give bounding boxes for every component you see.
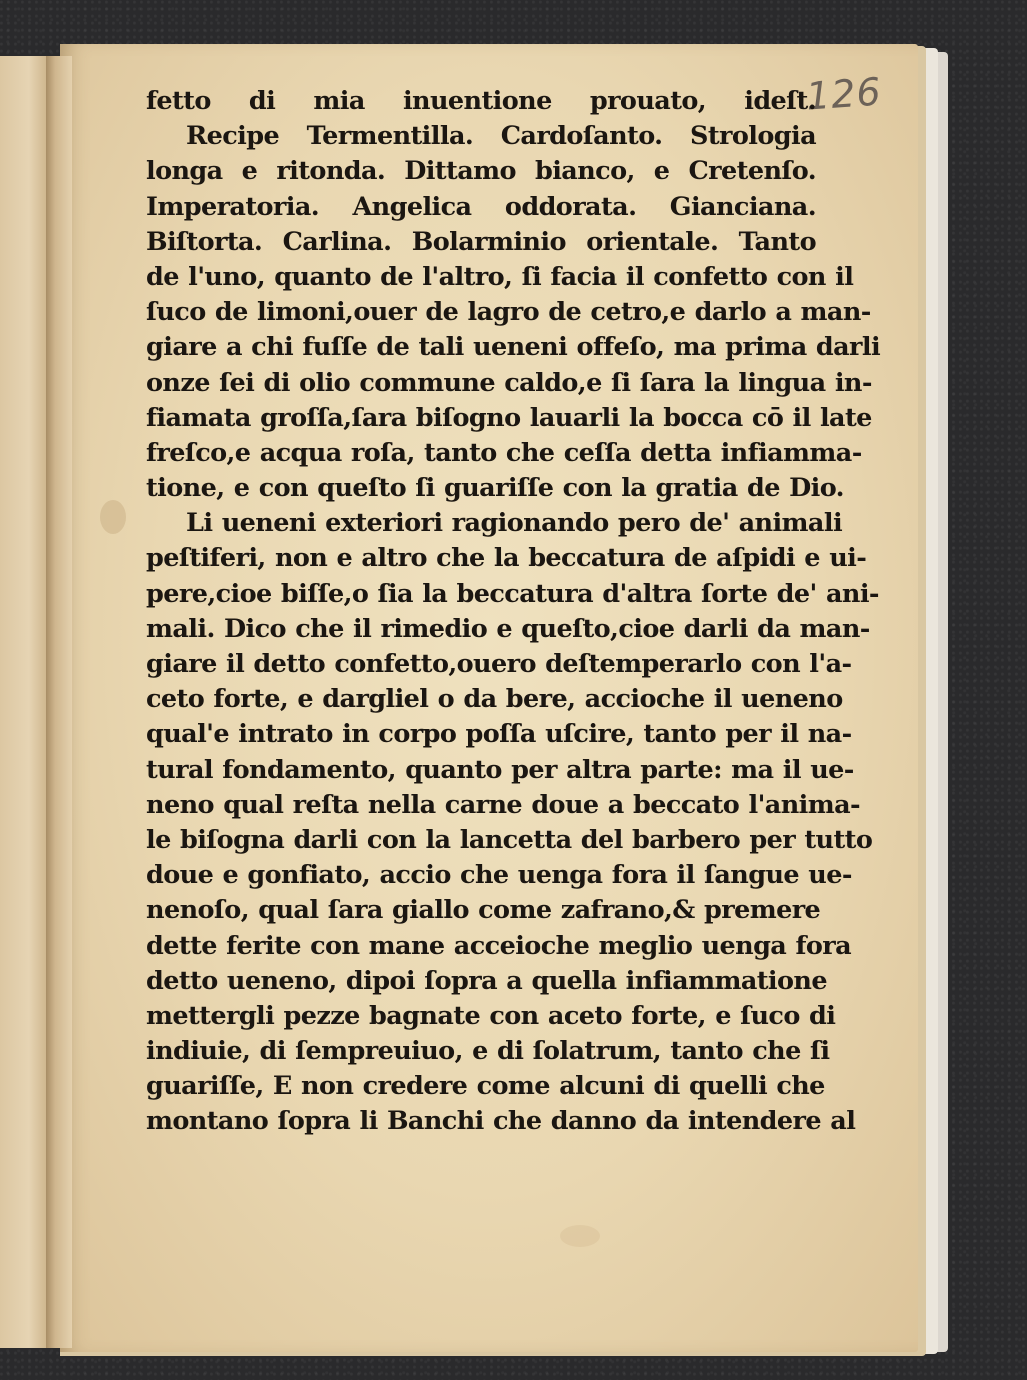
text-line: onze ſei di olio commune caldo,e ſi ſara la lingua in- [146, 367, 872, 398]
text-line: guariſſe, E non credere come alcuni di quelli che [146, 1071, 825, 1102]
text-line: ceto forte, e dargliel o da bere, accioche il ueneno [146, 684, 843, 715]
text-line: fiamata groſſa,ſara biſogno lauarli la bocca cō il late [146, 402, 872, 433]
text-line: Biſtorta. Carlina. Bolarminio orientale. Tanto [146, 226, 816, 257]
text-line: le biſogna darli con la lancetta del barbero per tutto [146, 824, 873, 855]
text-line: tione, e con queſto ſi guariſſe con la gratia de Dio. [146, 473, 844, 504]
text-line: tural fondamento, quanto per altra parte: ma il ue- [146, 754, 854, 785]
text-line: Li ueneni exteriori ragionando pero de' animali [186, 508, 843, 539]
text-line: pere,cioe biſſe,o ſia la beccatura d'altra ſorte de' ani- [146, 578, 879, 609]
text-line: giare a chi fuſſe de tali ueneni offeſo, ma prima darli [146, 332, 881, 363]
text-line: de l'uno, quanto de l'altro, ſi facia il confetto con il [146, 261, 854, 292]
text-line: nenoſo, qual ſara giallo come zafrano,& premere [146, 895, 821, 926]
text-line: qual'e intrato in corpo poſſa uſcire, tanto per il na- [146, 719, 852, 750]
text-line: doue e gonfiato, accio che uenga fora il ſangue ue- [146, 860, 852, 891]
text-line: longa e ritonda. Dittamo bianco, e Cretenſo. [146, 156, 816, 187]
text-line: fetto di mia inuentione prouato, ideſt. [146, 86, 816, 116]
text-line: neno qual reſta nella carne doue a beccato l'anima- [146, 789, 861, 820]
text-line: Imperatoria. Angelica oddorata. Gianciana. [146, 191, 816, 222]
paper-stain [100, 500, 126, 534]
text-line: peſtiferi, non e altro che la beccatura de aſpidi e ui- [146, 543, 867, 574]
text-line: ſuco de limoni,ouer de lagro de cetro,e darlo a man- [146, 297, 871, 328]
text-line: mettergli pezze bagnate con aceto forte, e ſuco di [146, 1000, 836, 1031]
text-line: freſco,e acqua roſa, tanto che ceſſa detta infiamma- [146, 437, 862, 468]
text-line: Recipe Termentilla. Cardoſanto. Strologia [186, 121, 816, 152]
text-line: montano ſopra li Banchi che danno da intendere al [146, 1106, 856, 1137]
page-number: 126 [804, 69, 883, 119]
left-facing-page [0, 56, 48, 1348]
text-line: dette ferite con mane acceioche meglio uenga fora [146, 930, 852, 961]
text-line: giare il detto confetto,ouero deſtemperarlo con l'a- [146, 649, 852, 679]
text-line: detto ueneno, dipoi ſopra a quella infiammatione [146, 965, 827, 996]
text-line: mali. Dico che il rimedio e queſto,cioe darli da man- [146, 613, 870, 644]
paper-stain [560, 1225, 600, 1247]
book-gutter [46, 56, 72, 1348]
text-line: indiuie, di ſempreuiuo, e di ſolatrum, tanto che ſi [146, 1036, 830, 1067]
